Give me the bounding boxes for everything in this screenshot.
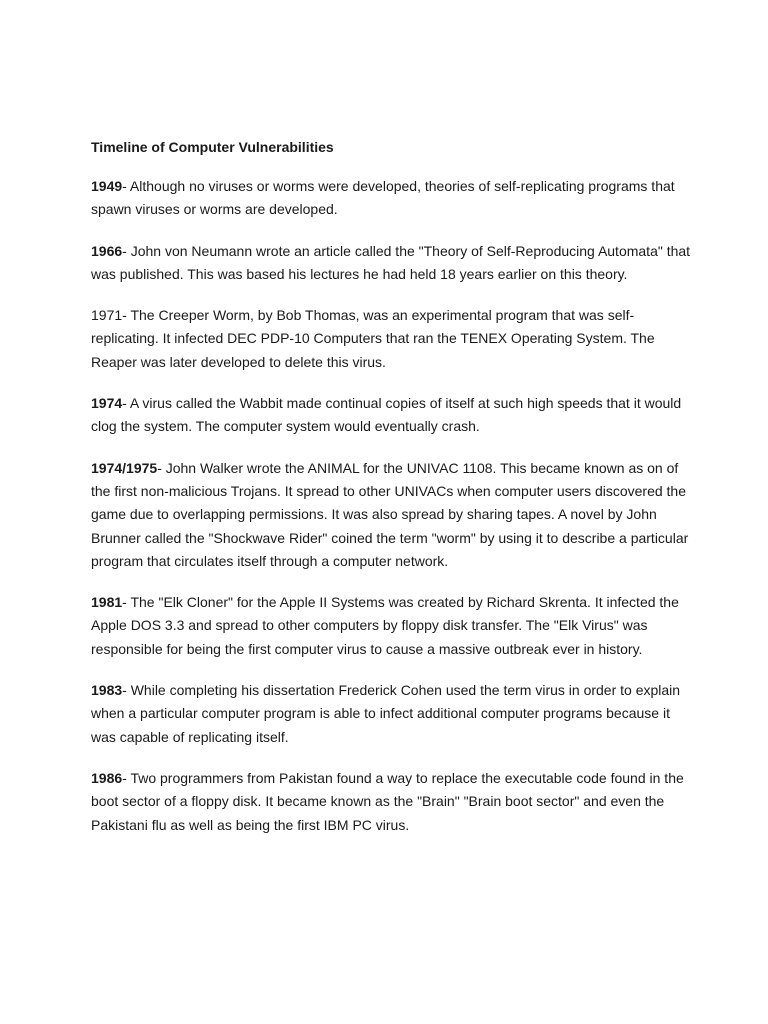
- entry-year: 1949: [91, 178, 123, 194]
- entry-year: 1971: [91, 307, 123, 324]
- entry-text: - John Walker wrote the ANIMAL for the UNIVAC 1108. This became known as on of the first non-malicious Trojans. It spread to other UNIVACs when computer users discovered the game due to overlapping permissions. It was also spread by sharing tapes. A novel by John Brunner called the "Shockwave Rider" coined the term "worm" by using it to describe a particular program that circulates itself through a computer network.: [91, 459, 689, 569]
- entry-text: - Two programmers from Pakistan found a way to replace the executable code found in the boot sector of a floppy disk. It became known as the "Brain" "Brain boot sector" and even the Pakistani flu as well as being the first IBM PC virus.: [91, 769, 684, 833]
- entry-text: - The "Elk Cloner" for the Apple II Systems was created by Richard Skrenta. It infected the Apple DOS 3.3 and spread to other computers by floppy disk transfer. The "Elk Virus" was responsible for being the first computer virus to cause a massive outbreak ever in history.: [91, 594, 679, 657]
- entry-text: - Although no viruses or worms were developed, theories of self-replicating programs that spawn viruses or worms are developed.: [91, 178, 675, 218]
- timeline-entry-1986: [91, 767, 691, 837]
- entry-year: 1986: [91, 769, 123, 786]
- entry-year: 1966: [91, 242, 123, 259]
- entry-year: 1983: [91, 682, 123, 699]
- entry-text: - John von Neumann wrote an article called the "Theory of Self-Reproducing Automata" that was published. This was based his lectures he had held 18 years earlier on this theory.: [91, 242, 691, 282]
- timeline-entry-1949: [91, 175, 691, 222]
- document-page: [91, 136, 691, 855]
- timeline-entry-1974: [91, 392, 691, 439]
- entry-year: 1974/1975: [91, 459, 158, 476]
- document-title: Timeline of Computer Vulnerabilities: [91, 139, 334, 155]
- entry-year: 1981: [91, 594, 123, 611]
- entry-year: 1974: [91, 395, 123, 412]
- timeline-entry-1974-1975: [91, 457, 691, 573]
- entry-text: - The Creeper Worm, by Bob Thomas, was an experimental program that was self-replicating. It infected DEC PDP-10 Computers that ran the TENEX Operating System. The Reaper was later developed to delete this virus.: [91, 307, 655, 370]
- entry-text: - A virus called the Wabbit made continual copies of itself at such high speeds that it would clog the system. The computer system would eventually crash.: [91, 395, 682, 435]
- timeline-entry-1981: [91, 591, 691, 661]
- entry-text: - While completing his dissertation Frederick Cohen used the term virus in order to explain when a particular computer program is able to infect additional computer programs because it was capable of replicating itself.: [91, 682, 681, 745]
- timeline-entry-1983: [91, 679, 691, 749]
- timeline-entry-1966: [91, 240, 691, 287]
- timeline-entry-1971: [91, 304, 691, 374]
